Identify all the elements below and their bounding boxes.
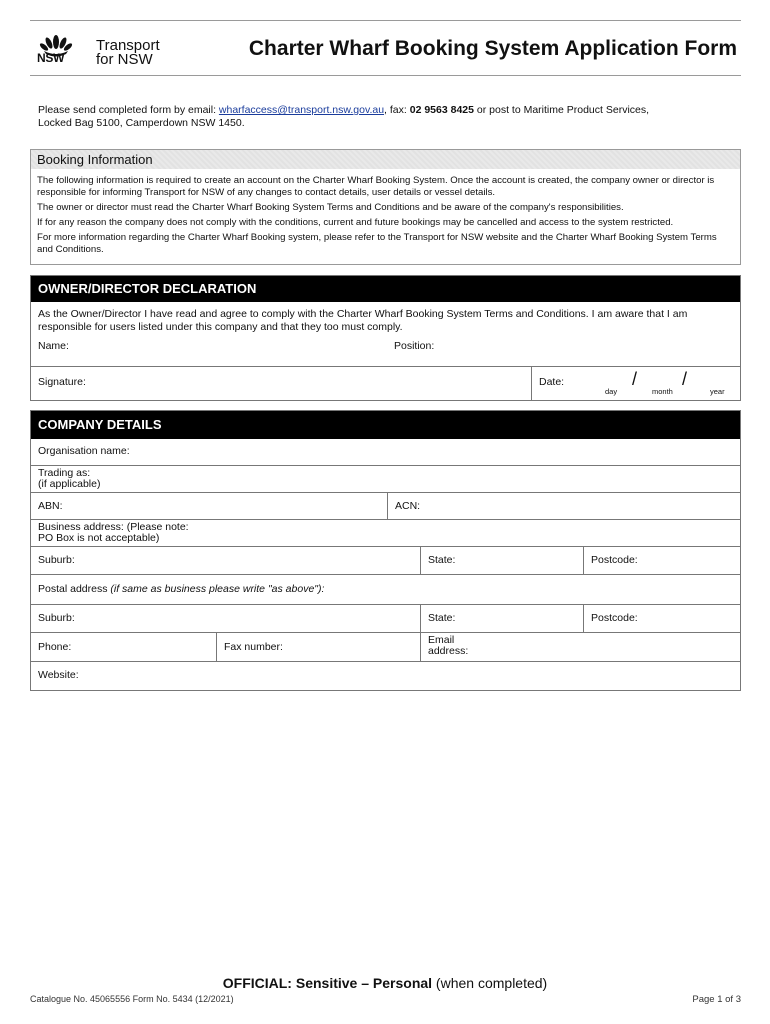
postal-suburb-label: Suburb: — [38, 612, 75, 624]
intro-text-3: or post to Maritime Product Services, — [473, 104, 650, 116]
postal-suburb-row — [31, 604, 740, 632]
intro-text-2: , fax: — [384, 104, 410, 116]
postal-postcode-label: Postcode: — [591, 612, 638, 624]
postal-suburb-field[interactable] — [31, 605, 420, 632]
abn-acn-row — [31, 492, 740, 519]
business-address-label — [38, 522, 189, 544]
form-header — [30, 20, 741, 76]
email-label-line-2: address: — [428, 645, 469, 657]
business-address-line-2: PO Box is not acceptable) — [38, 532, 160, 544]
logo-text: NSW — [37, 51, 65, 65]
abn-label: ABN: — [38, 500, 63, 512]
website-label: Website: — [38, 669, 79, 681]
postal-address-text: Postal address — [38, 583, 111, 595]
business-suburb-field[interactable] — [31, 547, 420, 574]
trading-as-line-1: Trading as: — [38, 467, 91, 479]
website-row[interactable] — [31, 661, 740, 690]
booking-information-heading: Booking Information — [31, 150, 740, 169]
fax-number: 02 9563 8425 — [409, 104, 474, 116]
postal-state-label: State: — [428, 612, 456, 624]
fax-number-label: Fax number: — [224, 641, 283, 653]
postal-state-field[interactable] — [420, 605, 583, 632]
business-suburb-row — [31, 546, 740, 574]
organisation-name-label: Organisation name: — [38, 445, 130, 457]
postal-address-label — [38, 583, 324, 595]
declaration-text: As the Owner/Director I have read and agree to comply with the Charter Wharf Booking System Terms and Conditions. I am aware that I am responsible for users listed under this company and that they too must comply. — [38, 308, 688, 333]
booking-paragraph-1: The following information is required to create an account on the Charter Wharf Booking System. Once the account is created, the company owner or director is responsible for informing Transport for NSW of any changes to contact details, user details or vessel details. — [37, 175, 715, 198]
phone-fax-email-row — [31, 632, 740, 661]
business-address-line-1: Business address: (Please note: — [38, 521, 189, 533]
year-hint: year — [710, 387, 725, 396]
position-label: Position: — [394, 340, 435, 352]
email-link[interactable]: wharfaccess@transport.nsw.gov.au — [218, 104, 385, 116]
acn-label: ACN: — [395, 500, 421, 512]
date-slash-1: / — [632, 369, 638, 389]
brand-name — [96, 39, 160, 67]
postal-address-row[interactable] — [31, 574, 740, 604]
intro-text-1: Please send completed form by email: — [38, 104, 219, 116]
day-hint: day — [605, 387, 618, 396]
declaration-heading: OWNER/DIRECTOR DECLARATION — [31, 276, 740, 302]
booking-paragraph-4: For more information regarding the Charter Wharf Booking system, please refer to the Transport for NSW website and the Charter Wharf Booking System Terms and Conditions. — [37, 232, 717, 255]
brand-line-1: Transport — [96, 37, 160, 54]
trading-as-label — [38, 468, 100, 490]
intro-address: Locked Bag 5100, Camperdown NSW 1450. — [38, 117, 245, 129]
classification-note: (when completed) — [432, 975, 548, 991]
email-field[interactable] — [420, 633, 740, 661]
company-details-section — [30, 410, 741, 691]
postal-postcode-field[interactable] — [583, 605, 740, 632]
trading-as-line-2: (if applicable) — [38, 478, 101, 490]
suburb-label: Suburb: — [38, 554, 75, 566]
classification-bold: OFFICIAL: Sensitive – Personal — [222, 975, 433, 991]
name-position-row — [31, 336, 740, 366]
date-slash-2: / — [682, 369, 688, 389]
booking-paragraph-2: The owner or director must read the Charter Wharf Booking System Terms and Conditions and be aware of the company's responsibilities. — [37, 202, 624, 213]
booking-paragraph-3: If for any reason the company does not comply with the conditions, current and future bookings may be cancelled and access to the system restricted. — [37, 217, 674, 228]
booking-information-body — [31, 169, 740, 264]
booking-information-section — [30, 149, 741, 265]
signature-field[interactable] — [31, 367, 531, 400]
date-field[interactable] — [531, 367, 740, 400]
email-label — [428, 635, 468, 657]
date-label: Date: — [539, 376, 565, 388]
name-field[interactable] — [31, 336, 387, 366]
postcode-label: Postcode: — [591, 554, 638, 566]
name-label: Name: — [38, 340, 69, 352]
fax-field[interactable] — [216, 633, 420, 661]
business-address-row[interactable] — [31, 519, 740, 546]
signature-label: Signature: — [38, 376, 86, 388]
submission-instructions — [30, 104, 741, 130]
business-state-field[interactable] — [420, 547, 583, 574]
declaration-section — [30, 275, 741, 401]
acn-field[interactable] — [387, 493, 740, 519]
phone-label: Phone: — [38, 641, 72, 653]
business-postcode-field[interactable] — [583, 547, 740, 574]
abn-field[interactable] — [31, 493, 387, 519]
phone-field[interactable] — [31, 633, 216, 661]
company-details-heading: COMPANY DETAILS — [31, 411, 740, 439]
email-label-line-1: Email — [428, 634, 455, 646]
classification-footer — [0, 975, 770, 991]
month-hint: month — [652, 387, 673, 396]
position-field[interactable] — [387, 336, 740, 366]
page-number: Page 1 of 3 — [692, 994, 741, 1005]
trading-as-row[interactable] — [31, 465, 740, 492]
state-label: State: — [428, 554, 456, 566]
form-title: Charter Wharf Booking System Application Form — [248, 37, 737, 60]
postal-address-note: (if same as business please write "as above"): — [110, 583, 325, 595]
organisation-row[interactable] — [31, 439, 740, 465]
catalogue-number: Catalogue No. 45065556 Form No. 5434 (12/2021) — [30, 994, 234, 1004]
brand-line-2: for NSW — [96, 51, 153, 68]
signature-date-row — [31, 366, 740, 400]
